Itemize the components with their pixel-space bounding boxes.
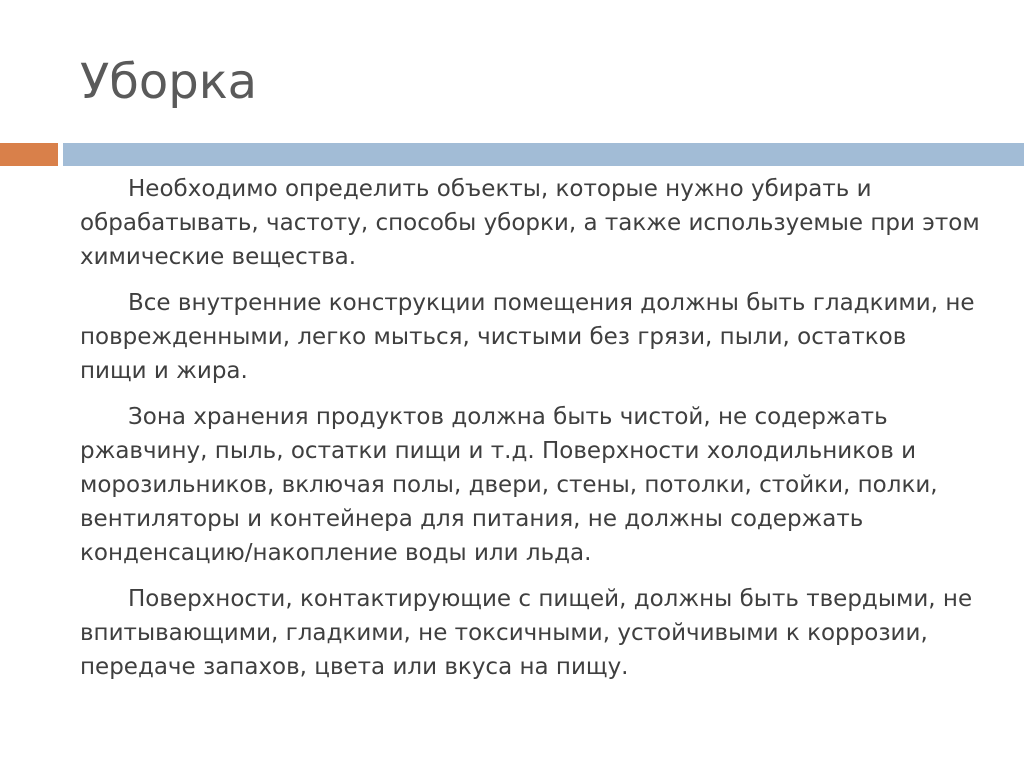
paragraph-cleaning-objects: Необходимо определить объекты, которые нужно убирать и обрабатывать, частоту, способы уборки, а также используемые при этом химические вещества.: [80, 176, 980, 270]
title-accent-bar-orange: [0, 143, 58, 166]
title-accent-bar-blue: [63, 143, 1024, 166]
paragraph-interior-structures: Все внутренние конструкции помещения должны быть гладкими, не поврежденными, легко мыться, чистыми без грязи, пыли, остатков пищи и жира.: [80, 290, 975, 384]
paragraph-storage-zone: Зона хранения продуктов должна быть чистой, не содержать ржавчину, пыль, остатки пищи и т.д. Поверхности холодильников и морозильников, включая полы, двери, стены, потолки, стойки, полки, вентиляторы и контейнера для питания, не должны содержать конденсацию/накопление воды или льда.: [80, 404, 938, 566]
slide-body: [80, 172, 980, 696]
slide-title: Уборка: [80, 54, 258, 110]
paragraph-food-contact-surfaces: Поверхности, контактирующие с пищей, должны быть твердыми, не впитывающими, гладкими, не токсичными, устойчивыми к коррозии, передаче запахов, цвета или вкуса на пищу.: [80, 586, 973, 680]
